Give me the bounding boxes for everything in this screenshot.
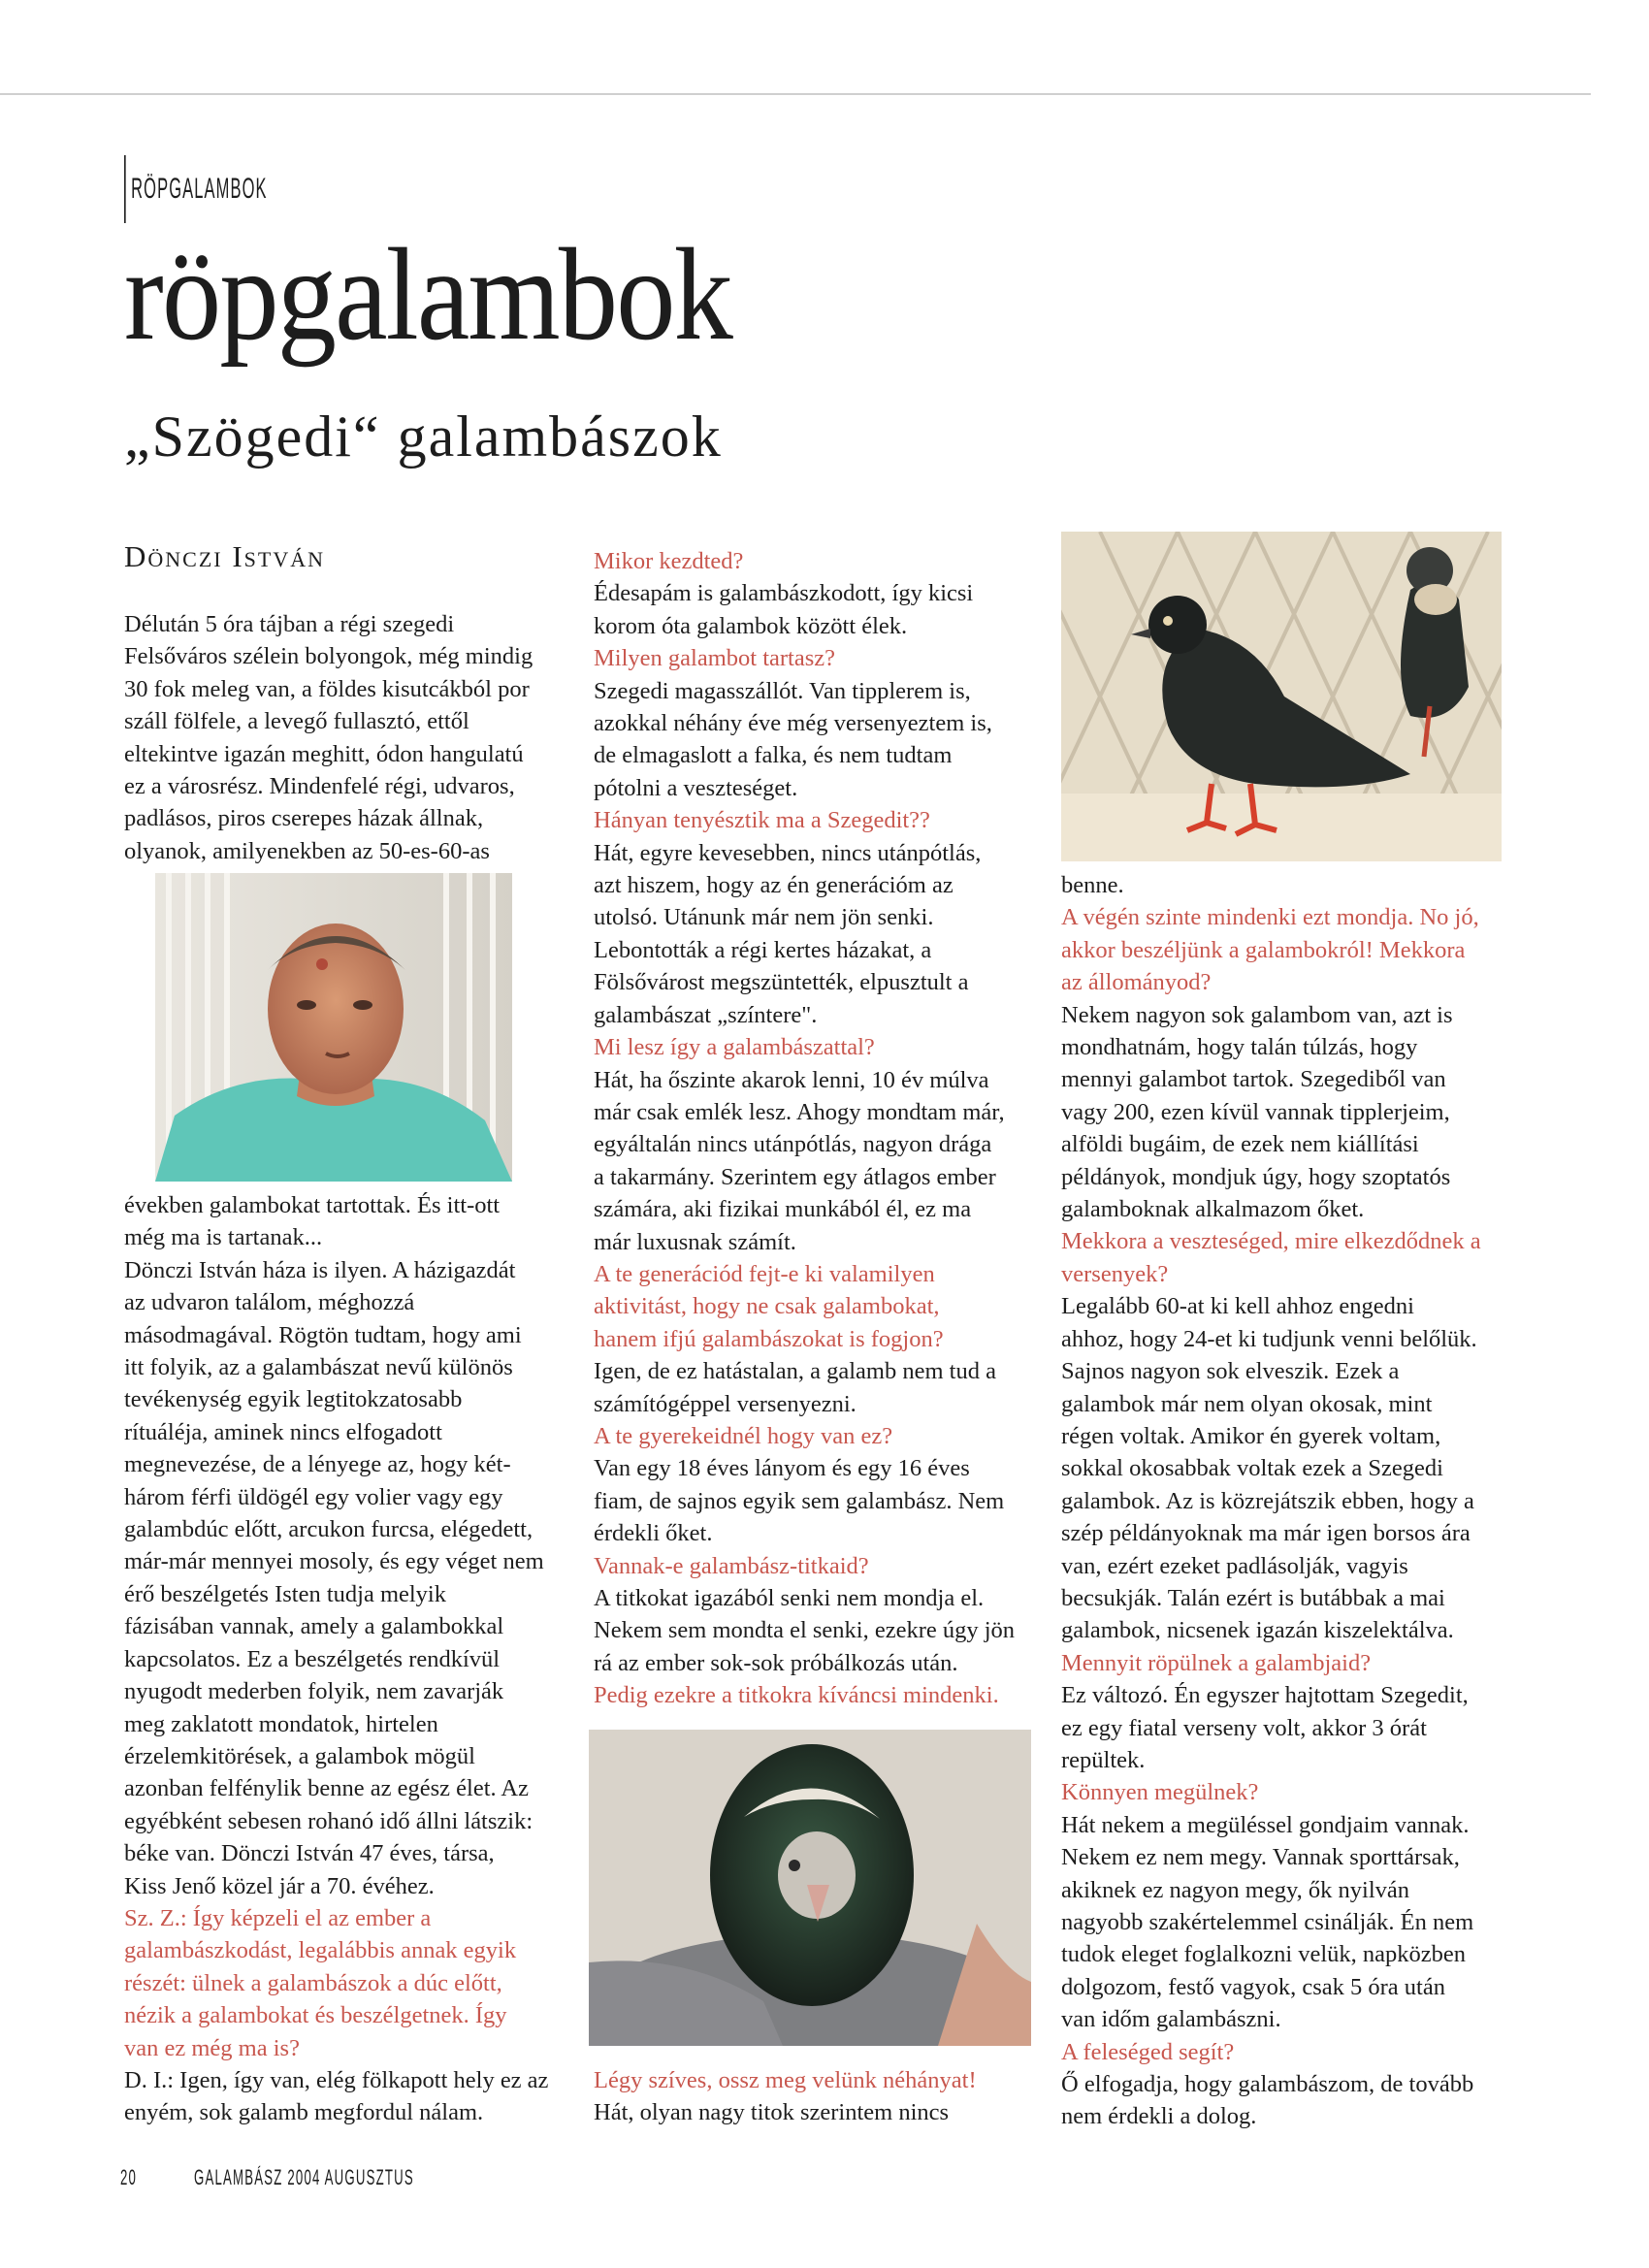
body-text-line: Sajnos nagyon sok elveszik. Ezek a [1061, 1358, 1400, 1385]
interview-question-line: A te gyerekeidnél hogy van ez? [594, 1422, 893, 1449]
body-text-line: meg zaklatott mondatok, hirtelen [124, 1710, 438, 1737]
body-text-line: mondhatnám, hogy talán túlzás, hogy [1061, 1034, 1418, 1061]
body-text-line: Nekem nagyon sok galambom van, azt is [1061, 1001, 1453, 1028]
body-text-line: mennyi galambot tartok. Szegediből van [1061, 1066, 1446, 1093]
body-text-line: Hát nekem a megüléssel gondjaim vannak. [1061, 1811, 1470, 1838]
body-text-line: másodmagával. Rögtön tudtam, hogy ami [124, 1321, 522, 1348]
body-text-line: utolsó. Utánunk már nem jön senki. [594, 904, 934, 931]
interview-question-line: Légy szíves, ossz meg velünk néhányat! [594, 2067, 977, 2093]
body-text-line: Lebontották a régi kertes házakat, a [594, 936, 932, 963]
portrait-photo [155, 873, 512, 1182]
body-text-line: tudok eleget foglalkozni velük, napközben [1061, 1941, 1467, 1968]
body-text-line: de elmagaslott a falka, és nem tudtam [594, 742, 953, 769]
body-text-line: repültek. [1061, 1746, 1146, 1773]
column-3 [1061, 869, 1507, 2133]
interview-question-line: Könnyen megülnek? [1061, 1779, 1259, 1806]
body-text-line: Hát, ha őszinte akarok lenni, 10 év múlva [594, 1066, 989, 1093]
body-text-line: korom óta galambok között élek. [594, 612, 908, 639]
body-text-line: galambok. Az is közrejátszik ebben, hogy a [1061, 1487, 1474, 1514]
body-text-line: Legalább 60-at ki kell ahhoz engedni [1061, 1293, 1414, 1320]
interview-question-line: részét: ülnek a galambászok a dúc előtt, [124, 1969, 502, 1996]
body-text-line: érzelemkitörések, a galambok mögül [124, 1742, 475, 1769]
column-2-bottom [594, 2064, 1040, 2129]
interview-question-line: Mikor kezdted? [594, 548, 744, 574]
body-text-line: már-már mennyei mosoly, és egy véget nem [124, 1548, 544, 1575]
body-text-line: rá az ember sok-sok próbálkozás után. [594, 1649, 958, 1676]
body-text-line: van időm galambászni. [1061, 2006, 1281, 2033]
body-text-line: Felsőváros szélein bolyongok, még mindig [124, 643, 534, 670]
interview-question-line: A végén szinte mindenki ezt mondja. No jó, [1061, 904, 1479, 931]
body-text-line: a takarmány. Szerintem egy átlagos ember [594, 1163, 996, 1190]
body-text-line: nyugodt mederben folyik, nem zavarják [124, 1678, 504, 1705]
body-text-line: Délután 5 óra tájban a régi szegedi [124, 611, 455, 637]
body-text-line: azonban felfénylik benne az egész élet. Az [124, 1775, 529, 1802]
body-text-line: galambdúc előtt, arcukon furcsa, elégedett, [124, 1516, 534, 1543]
pigeons-photo [1061, 532, 1502, 861]
body-text-line: Dönczi István háza is ilyen. A házigazdát [124, 1256, 516, 1283]
body-text-line: Szegedi magasszállót. Van tipplerem is, [594, 677, 971, 704]
interview-question-line: akkor beszéljünk a galambokról! Mekkora [1061, 936, 1466, 963]
body-text-line: D. I.: Igen, így van, elég fölkapott hely ez az [124, 2066, 549, 2093]
body-text-line: azokkal néhány éve még versenyeztem is, [594, 710, 992, 737]
body-text-line: fiam, de sajnos egyik sem galambász. Nem [594, 1487, 1005, 1514]
body-text-line: olyanok, amilyenekben az 50-es-60-as [124, 837, 490, 864]
body-text-line: Fölsővárost megszüntették, elpusztult a [594, 969, 969, 996]
interview-question-line: Pedig ezekre a titkokra kíváncsi mindenki. [594, 1682, 999, 1709]
body-text-line: dolgozom, festő vagyok, csak 5 óra után [1061, 1973, 1445, 2000]
body-text-line: tevékenység egyik legtitokzatosabb [124, 1386, 463, 1413]
interview-question-line: Mennyit röpülnek a galambjaid? [1061, 1649, 1372, 1676]
body-text-line: kapcsolatos. Ez a beszélgetés rendkívül [124, 1645, 501, 1672]
interview-question-line: Vannak-e galambász-titkaid? [594, 1552, 869, 1579]
body-text-line: érdekli őket. [594, 1520, 713, 1547]
body-text-line: pótolni a veszteséget. [594, 774, 798, 801]
body-text-line: sokkal okosabbak voltak ezek a Szegedi [1061, 1455, 1443, 1482]
body-text-line: Édesapám is galambászkodott, így kicsi [594, 580, 974, 607]
body-text-line: eltekintve igazán meghitt, ódon hangulatú [124, 740, 524, 767]
page-number: 20 [120, 2165, 138, 2189]
body-text-line: Kiss Jenő közel jár a 70. évéhez. [124, 1872, 435, 1899]
body-text-line: régen voltak. Amikor én gyerek voltam, [1061, 1422, 1441, 1449]
page-title: röpgalambok [124, 222, 732, 368]
body-text-line: becsukják. Talán ezért is butábbak a mai [1061, 1584, 1445, 1611]
interview-question-line: nézik a galambokat és beszélgetnek. Így [124, 2002, 507, 2029]
body-text-line: van, ezért ezeket padlásolják, vagyis [1061, 1552, 1408, 1579]
body-text-line: már csak emlék lesz. Ahogy mondtam már, [594, 1098, 1005, 1125]
body-text-line: számítógéppel versenyezni. [594, 1390, 857, 1417]
interview-question-line: A feleséged segít? [1061, 2038, 1235, 2065]
body-text-line: fázisában vannak, amely a galambokkal [124, 1613, 504, 1640]
body-text-line: egyáltalán nincs utánpótlás, nagyon drága [594, 1131, 992, 1158]
body-text-line: ez egy fiatal verseny volt, akkor 3 órát [1061, 1714, 1427, 1741]
body-text-line: enyém, sok galamb megfordul nálam. [124, 2099, 484, 2126]
body-text-line: számára, aki fizikai munkából él, ez ma [594, 1196, 972, 1223]
top-rule [0, 93, 1591, 95]
interview-question-line: A te generációd fejt-e ki valamilyen [594, 1260, 935, 1287]
body-text-line: egyébként sebesen rohanó idő állni látszik: [124, 1807, 534, 1834]
interview-question-line: hanem ifjú galambászokat is fogjon? [594, 1325, 944, 1352]
interview-question-line: Sz. Z.: Így képzeli el az ember a [124, 1904, 432, 1931]
body-text-line: rítuáléja, aminek nincs elfogadott [124, 1418, 442, 1445]
section-tag: RÖPGALAMBOK [124, 155, 268, 223]
body-text-line: Hát, egyre kevesebben, nincs utánpótlás, [594, 839, 982, 866]
body-text-line: nagyobb szakértelemmel csinálják. Én nem [1061, 1909, 1474, 1935]
body-text-line: Ő elfogadja, hogy galambászom, de tovább [1061, 2071, 1474, 2098]
body-text-line: három férfi üldögél egy volier vagy egy [124, 1483, 503, 1510]
interview-question-line: Hányan tenyésztik ma a Szegedit?? [594, 807, 930, 834]
body-text-line: Nekem ez nem megy. Vannak sporttársak, [1061, 1844, 1460, 1871]
column-1-top [124, 608, 570, 867]
body-text-line: szép példányoknak ma már igen borsos ára [1061, 1520, 1471, 1547]
body-text-line: itt folyik, az a galambászat nevű különös [124, 1354, 513, 1381]
article-subtitle: „Szögedi“ galambászok [124, 405, 723, 469]
column-1-bottom [124, 1189, 570, 2129]
body-text-line: már luxusnak számít. [594, 1228, 796, 1255]
interview-question-line: az állományod? [1061, 969, 1212, 996]
pigeon-closeup-photo [589, 1730, 1031, 2046]
body-text-line: Hát, olyan nagy titok szerintem nincs [594, 2099, 950, 2126]
body-text-line: alföldi bugáim, de ezek nem kiállítási [1061, 1131, 1419, 1158]
body-text-line: 30 fok meleg van, a földes kisutcákból por [124, 675, 530, 702]
body-text-line: galambászat „színtere". [594, 1001, 818, 1028]
interview-question-line: Mekkora a veszteséged, mire elkezdődnek a [1061, 1228, 1481, 1255]
body-text-line: benne. [1061, 872, 1124, 898]
interview-question-line: versenyek? [1061, 1260, 1169, 1287]
body-text-line: A titkokat igazából senki nem mondja el. [594, 1585, 985, 1611]
body-text-line: megnevezése, de a lényege az, hogy két- [124, 1451, 511, 1478]
body-text-line: Nekem sem mondta el senki, ezekre úgy jön [594, 1617, 1016, 1644]
column-2-top [594, 545, 1040, 1712]
body-text-line: akiknek ez nagyon megy, ők nyilván [1061, 1876, 1410, 1903]
body-text-line: ahhoz, hogy 24-et ki tudjunk venni belőlük. [1061, 1325, 1477, 1352]
body-text-line: béke van. Dönczi István 47 éves, társa, [124, 1840, 495, 1867]
interview-question-line: galambászkodást, legalábbis annak egyik [124, 1937, 517, 1964]
interview-question-line: aktivitást, hogy ne csak galambokat, [594, 1293, 940, 1320]
body-text-line: galamboknak alkalmazom őket. [1061, 1196, 1365, 1223]
interview-question-line: van ez még ma is? [124, 2034, 300, 2061]
body-text-line: ez a városrész. Mindenfelé régi, udvaros, [124, 773, 515, 800]
body-text-line: években galambokat tartottak. És itt-ott [124, 1192, 501, 1218]
body-text-line: még ma is tartanak... [124, 1224, 323, 1251]
body-text-line: padlásos, piros cserepes házak állnak, [124, 805, 484, 832]
body-text-line: nem érdekli a dolog. [1061, 2103, 1257, 2130]
body-text-line: érő beszélgetés Isten tudja melyik [124, 1580, 446, 1607]
body-text-line: az udvaron találom, méghozzá [124, 1289, 415, 1316]
body-text-line: száll fölfele, a levegő fullasztó, ettől [124, 708, 469, 735]
magazine-footer: GALAMBÁSZ 2004 AUGUSZTUS [194, 2165, 414, 2189]
body-text-line: azt hiszem, hogy az én generációm az [594, 872, 954, 899]
body-text-line: Van egy 18 éves lányom és egy 16 éves [594, 1455, 970, 1482]
body-text-line: galambok már nem olyan okosak, mint [1061, 1390, 1433, 1417]
body-text-line: Ez változó. Én egyszer hajtottam Szegedit, [1061, 1682, 1469, 1709]
body-text-line: galambok, nicsenek igazán kiszelektálva. [1061, 1617, 1454, 1644]
body-text-line: Igen, de ez hatástalan, a galamb nem tud a [594, 1358, 996, 1385]
body-text-line: példányok, mondjuk úgy, hogy szoptatós [1061, 1163, 1451, 1190]
body-text-line: vagy 200, ezen kívül vannak tipplerjeim, [1061, 1098, 1450, 1125]
author-byline: Dönczi István [124, 539, 326, 573]
interview-question-line: Mi lesz így a galambászattal? [594, 1034, 875, 1061]
interview-question-line: Milyen galambot tartasz? [594, 645, 835, 672]
